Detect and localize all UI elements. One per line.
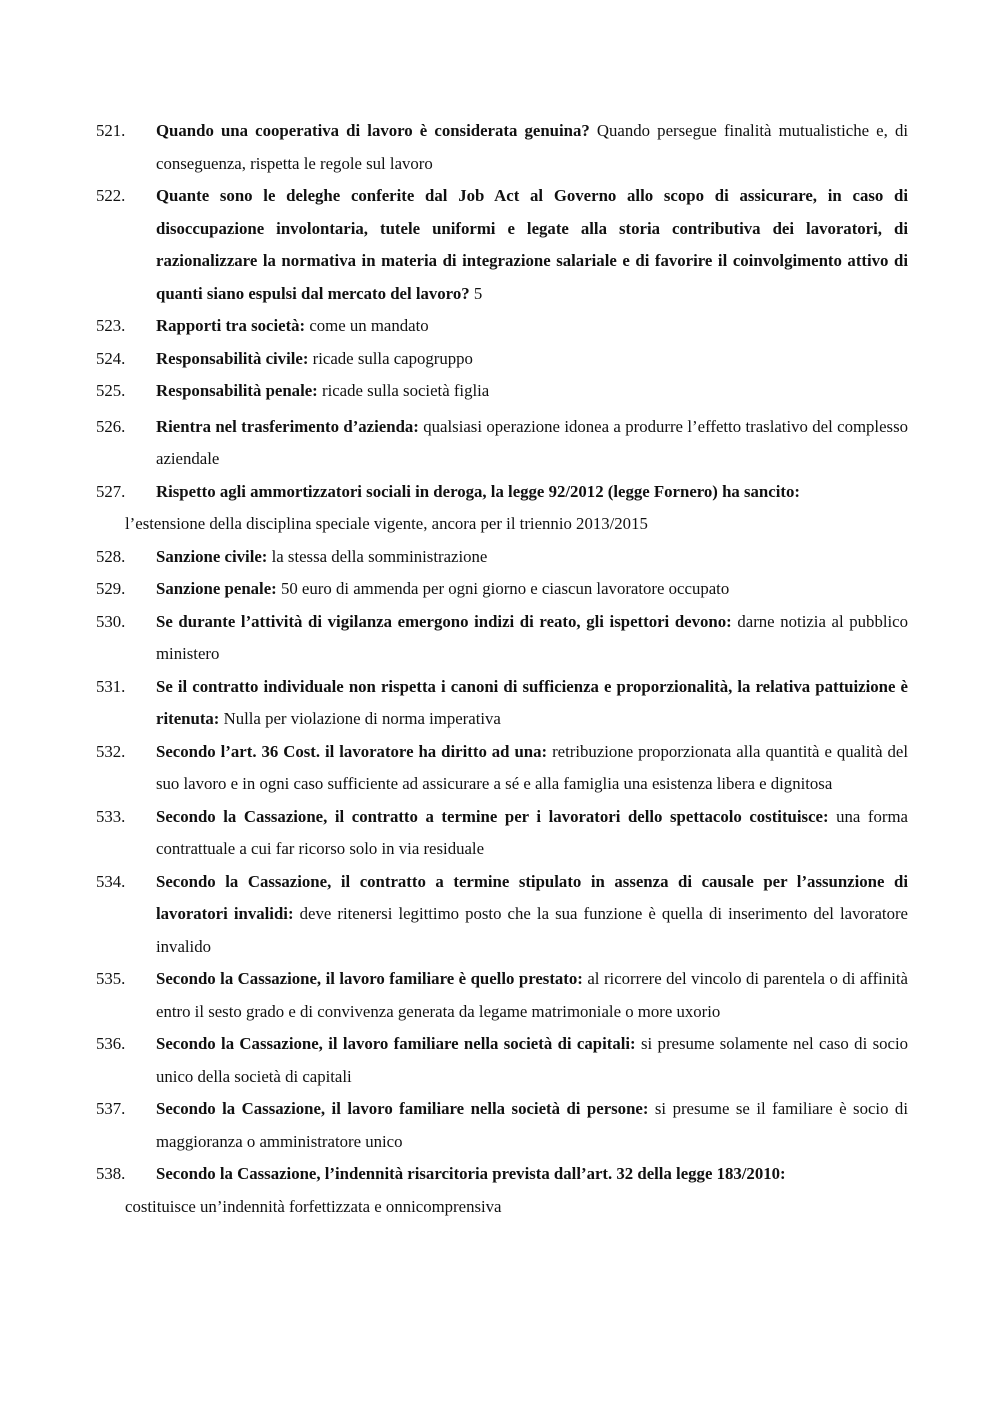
item-question: Rapporti tra società: — [156, 316, 306, 335]
item-body — [156, 573, 908, 606]
item-body — [156, 115, 908, 180]
item-answer: Quando persegue finalità mutualistiche e, di conseguenza, rispetta le regole sul lavoro — [156, 121, 908, 173]
list-item-524 — [0, 343, 1000, 376]
item-number: 525. — [96, 381, 126, 400]
list-item-521 — [0, 115, 1000, 180]
item-number: 526. — [96, 416, 126, 436]
item-body — [156, 411, 908, 476]
item-answer: Nulla per violazione di norma imperativa — [223, 709, 501, 728]
item-body — [156, 375, 908, 408]
list-item-535 — [0, 963, 1000, 1028]
item-body — [125, 1158, 908, 1223]
item-question: Secondo la Cassazione, il lavoro familiare nella società di capitali: — [156, 1034, 636, 1053]
item-number: 535. — [96, 969, 126, 988]
item-body — [156, 736, 908, 801]
item-answer: si presume se il familiare è socio di maggioranza o amministratore unico — [156, 1099, 908, 1151]
list-item-529 — [0, 573, 1000, 606]
item-answer: qualsiasi operazione idonea a produrre l’effetto traslativo del complesso aziendale — [156, 416, 908, 468]
item-number: 530. — [96, 611, 126, 631]
item-question: Rientra nel trasferimento d’azienda: — [156, 416, 419, 436]
item-answer: una forma contrattuale a cui far ricorso solo in via residuale — [156, 806, 909, 858]
item-answer: ricade sulla società figlia — [321, 381, 490, 400]
item-body — [156, 866, 908, 964]
item-answer: ricade sulla capogruppo — [312, 348, 473, 368]
list-item-528 — [0, 541, 1000, 574]
item-body — [156, 801, 908, 866]
item-answer: 5 — [473, 283, 483, 303]
item-answer: deve ritenersi legittimo posto che la sua funzione è quella di inserimento del lavoratore invalido — [156, 904, 908, 956]
item-body — [125, 476, 908, 541]
item-number: 521. — [96, 121, 126, 140]
list-item-525 — [0, 375, 1000, 408]
item-body — [156, 1028, 908, 1093]
item-body — [156, 1093, 908, 1158]
item-question: Rispetto agli ammortizzatori sociali in deroga, la legge 92/2012 (legge Fornero) ha sancito: — [156, 481, 800, 501]
item-answer: darne notizia al pubblico ministero — [156, 611, 909, 663]
item-question: Sanzione civile: — [156, 546, 268, 566]
item-question: Secondo l’art. 36 Cost. il lavoratore ha diritto ad una: — [156, 741, 548, 761]
item-question: Responsabilità civile: — [156, 348, 309, 368]
item-answer: si presume solamente nel caso di socio unico della società di capitali — [156, 1034, 909, 1086]
item-number: 532. — [96, 741, 126, 761]
item-body — [156, 671, 908, 736]
item-number: 536. — [96, 1034, 126, 1053]
list-item-532 — [0, 736, 1000, 801]
item-number: 538. — [96, 1164, 126, 1183]
item-answer: 50 euro di ammenda per ogni giorno e ciascun lavoratore occupato — [280, 579, 730, 598]
list-item-522 — [0, 180, 1000, 310]
item-number: 524. — [96, 348, 126, 368]
list-item-534 — [0, 866, 1000, 964]
item-question: Secondo la Cassazione, il contratto a termine per i lavoratori dello spettacolo costituisce: — [156, 806, 829, 826]
list-item-536 — [0, 1028, 1000, 1093]
qa-list — [0, 115, 1000, 1223]
item-question: Secondo la Cassazione, il lavoro familiare è quello prestato: — [156, 969, 583, 988]
list-item-527 — [0, 476, 1000, 541]
item-number: 534. — [96, 871, 126, 891]
item-number: 537. — [96, 1099, 126, 1118]
item-number: 533. — [96, 806, 126, 826]
item-number: 523. — [96, 316, 126, 335]
item-number: 528. — [96, 546, 126, 566]
item-question: Responsabilità penale: — [156, 381, 318, 400]
item-number: 522. — [96, 186, 126, 205]
item-body — [156, 310, 908, 343]
item-question: Secondo la Cassazione, il lavoro familiare nella società di persone: — [156, 1099, 649, 1118]
list-item-526 — [0, 411, 1000, 476]
item-answer: come un mandato — [309, 316, 429, 335]
item-question: Se durante l’attività di vigilanza emergono indizi di reato, gli ispettori devono: — [156, 611, 732, 631]
list-item-523 — [0, 310, 1000, 343]
item-number: 531. — [96, 676, 126, 696]
item-answer: l’estensione della disciplina speciale vigente, ancora per il triennio 2013/2015 — [125, 514, 648, 533]
item-question: Quante sono le deleghe conferite dal Job Act al Governo allo scopo di assicurare, in caso di disoccupazione involontaria, tutele uniformi e legate alla storia contributiva dei lavoratori, di razionalizzare la normativa in materia di integrazione salariale e di favorire il coinvolgimento attivo di quanti siano espulsi dal mercato del lavoro? — [156, 186, 908, 303]
list-item-538 — [0, 1158, 1000, 1223]
item-body — [156, 180, 908, 310]
item-question: Sanzione penale: — [156, 579, 277, 598]
item-question: Se il contratto individuale non rispetta i canoni di sufficienza e proporzionalità, la relativa pattuizione è ritenuta: — [156, 676, 908, 728]
item-question: Quando una cooperativa di lavoro è considerata genuina? — [156, 121, 590, 140]
item-answer: al ricorrere del vincolo di parentela o di affinità entro il sesto grado e di convivenza generata da legame matrimoniale o more uxorio — [156, 969, 908, 1021]
item-answer: la stessa della somministrazione — [271, 546, 488, 566]
item-answer: costituisce un’indennità forfettizzata e onnicomprensiva — [125, 1196, 502, 1216]
list-item-533 — [0, 801, 1000, 866]
item-question: Secondo la Cassazione, il contratto a termine stipulato in assenza di causale per l’assunzione di lavoratori invalidi: — [156, 871, 908, 923]
list-item-531 — [0, 671, 1000, 736]
item-answer: retribuzione proporzionata alla quantità e qualità del suo lavoro e in ogni caso sufficiente ad assicurare a sé e alla famiglia una esistenza libera e dignitosa — [156, 741, 909, 793]
item-question: Secondo la Cassazione, l’indennità risarcitoria prevista dall’art. 32 della legge 183/2010: — [156, 1164, 786, 1183]
item-body — [156, 343, 908, 376]
list-item-530 — [0, 606, 1000, 671]
list-item-537 — [0, 1093, 1000, 1158]
item-body — [156, 606, 908, 671]
item-number: 527. — [96, 481, 126, 501]
item-number: 529. — [96, 579, 126, 598]
item-body — [156, 541, 908, 574]
item-body — [156, 963, 908, 1028]
